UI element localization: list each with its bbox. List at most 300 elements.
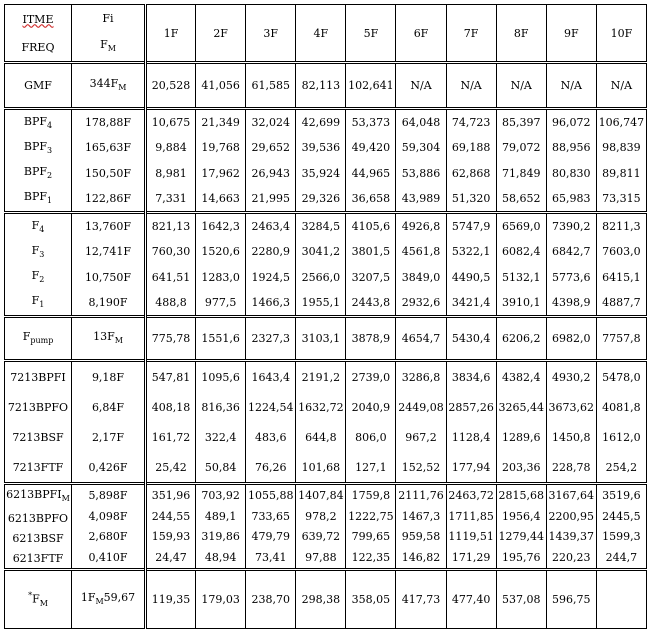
cell-value: 3910,1: [501, 295, 541, 309]
cell-value: 760,30: [151, 245, 191, 259]
header-row: [5, 5, 647, 63]
row-pump-value: 3878,9: [346, 317, 396, 361]
cell-value: 2739,0: [351, 370, 391, 384]
row-group-f-col-10: [596, 213, 646, 317]
row-label: $F_4$: [31, 218, 45, 234]
cell-value: 8211,3: [602, 220, 641, 234]
row-group-f-col-3: [246, 213, 296, 317]
cell-value: 821,13: [151, 220, 191, 234]
row-group-f-col-9: [546, 213, 596, 317]
row-pump-fi: $13F_M$: [72, 317, 146, 361]
row-group-f-labels: [5, 213, 72, 317]
row-label: 6213BPFO: [7, 511, 69, 525]
cell-value: 1956,4: [501, 509, 541, 523]
cell-value: 98,839: [602, 141, 641, 155]
row-label: $BPF_3$: [23, 139, 53, 155]
cell-value: 32,024: [251, 116, 290, 130]
cell-value: 58,652: [501, 191, 541, 205]
cell-value: 1955,1: [301, 295, 341, 309]
row-group-6213-col-10: [596, 484, 646, 570]
row-gmf-value: N/A: [396, 63, 446, 109]
cell-value: 733,65: [251, 509, 290, 523]
cell-value: 3286,8: [401, 370, 441, 384]
row-group-bpf-col-3: [246, 109, 296, 213]
cell-value: 483,6: [254, 430, 287, 444]
cell-value: 4490,5: [451, 270, 491, 284]
cell-value: 977,5: [204, 295, 237, 309]
cell-value: 322,4: [204, 430, 237, 444]
row-gmf-fi: $344F_M$: [72, 63, 146, 109]
row-group-bpf-col-8: [496, 109, 546, 213]
cell-value: 3834,6: [451, 370, 491, 384]
cell-value: 2857,26: [448, 400, 494, 414]
cell-value: 4398,9: [552, 295, 591, 309]
row-fm-value: 179,03: [196, 570, 246, 629]
cell-value: 3673,62: [548, 400, 595, 414]
row-fm-value: 417,73: [396, 570, 446, 629]
header-floor-8: 8F: [496, 5, 546, 63]
row-fi: 2,17F: [91, 430, 125, 444]
row-group-7213-col-3: [246, 361, 296, 484]
row-group-6213-col-9: [546, 484, 596, 570]
cell-value: 65,983: [552, 191, 591, 205]
cell-value: 1643,4: [251, 370, 290, 384]
cell-value: 59,304: [401, 141, 441, 155]
cell-value: 6842,7: [552, 245, 591, 259]
frequency-table: [4, 4, 647, 629]
cell-value: 64,048: [401, 116, 441, 130]
row-fi: 178,88F: [84, 116, 132, 130]
cell-value: 122,35: [351, 551, 391, 565]
cell-value: 2200,95: [548, 509, 595, 523]
row-group-f-col-8: [496, 213, 546, 317]
row-label: $F_2$: [31, 269, 45, 285]
cell-value: 408,18: [151, 400, 191, 414]
cell-value: 62,868: [451, 166, 491, 180]
row-fm-value: 119,35: [146, 570, 196, 629]
cell-value: 80,830: [552, 166, 591, 180]
header-item-freq-cell: [5, 5, 72, 63]
cell-value: 1095,6: [201, 370, 240, 384]
header-floor-10: 10F: [596, 5, 646, 63]
cell-value: 21,349: [201, 116, 240, 130]
cell-value: 44,965: [351, 166, 391, 180]
cell-value: 1632,72: [298, 400, 344, 414]
cell-value: 2445,5: [602, 509, 641, 523]
cell-value: 3849,0: [401, 270, 441, 284]
cell-value: 641,51: [151, 270, 191, 284]
row-pump-label: $F_{pump}$: [5, 317, 72, 361]
cell-value: 97,88: [305, 551, 337, 565]
cell-value: 3801,5: [351, 245, 391, 259]
row-group-6213-col-6: [396, 484, 446, 570]
cell-value: 5773,6: [552, 270, 591, 284]
cell-value: 146,82: [401, 551, 441, 565]
row-gmf-value: N/A: [596, 63, 646, 109]
row-group-f-col-6: [396, 213, 446, 317]
row-group-6213-col-1: [146, 484, 196, 570]
cell-value: 7603,0: [602, 245, 641, 259]
cell-value: 4561,8: [401, 245, 441, 259]
cell-value: 2040,9: [351, 400, 391, 414]
cell-value: 488,8: [155, 295, 187, 309]
cell-value: 5132,1: [501, 270, 541, 284]
row-group-7213-col-2: [196, 361, 246, 484]
header-floor-5: 5F: [346, 5, 396, 63]
cell-value: 79,072: [501, 141, 541, 155]
cell-value: 1450,8: [552, 430, 591, 444]
cell-value: 17,962: [201, 166, 240, 180]
cell-value: 7390,2: [552, 220, 591, 234]
cell-value: 42,699: [301, 116, 341, 130]
row-group-bpf-col-7: [446, 109, 496, 213]
header-floor-9: 9F: [546, 5, 596, 63]
row-group-6213: [5, 484, 647, 570]
cell-value: 479,79: [251, 530, 290, 544]
row-group-bpf-col-5: [346, 109, 396, 213]
row-fm-value: 477,40: [446, 570, 496, 629]
header-floor-1: 1F: [146, 5, 196, 63]
cell-value: 1128,4: [451, 430, 491, 444]
cell-value: 2932,6: [401, 295, 441, 309]
header-floor-4: 4F: [296, 5, 346, 63]
row-group-bpf-col-6: [396, 109, 446, 213]
row-label: $6213BPFI_M$: [6, 488, 70, 504]
cell-value: 25,42: [155, 460, 187, 474]
row-group-bpf-col-1: [146, 109, 196, 213]
row-fi: 13,760F: [84, 220, 132, 234]
cell-value: 489,1: [204, 509, 237, 523]
cell-value: 49,420: [351, 141, 391, 155]
row-label: $BPF_2$: [23, 165, 53, 181]
cell-value: 2280,9: [251, 245, 290, 259]
cell-value: 161,72: [151, 430, 191, 444]
header-floor-7: 7F: [446, 5, 496, 63]
cell-value: 152,52: [401, 460, 441, 474]
gmf-label: GMF: [24, 79, 52, 92]
row-pump-value: 2327,3: [246, 317, 296, 361]
row-group-bpf-col-4: [296, 109, 346, 213]
cell-value: 4382,4: [501, 370, 541, 384]
row-fi: 5,898F: [88, 488, 128, 502]
row-pump-value: 7757,8: [596, 317, 646, 361]
cell-value: 21,995: [251, 191, 290, 205]
row-group-f-col-5: [346, 213, 396, 317]
cell-value: 799,65: [351, 530, 391, 544]
row-fm: [5, 570, 647, 629]
row-pump-value: 6206,2: [496, 317, 546, 361]
row-group-bpf-labels: [5, 109, 72, 213]
cell-value: 203,36: [501, 460, 541, 474]
cell-value: 254,2: [605, 460, 638, 474]
cell-value: 2449,08: [398, 400, 444, 414]
frequency-table-container: [4, 4, 647, 628]
cell-value: 1055,88: [247, 488, 294, 502]
row-group-f-col-2: [196, 213, 246, 317]
cell-value: 159,93: [151, 530, 191, 544]
cell-value: 3284,5: [301, 220, 341, 234]
cell-value: 89,811: [602, 166, 641, 180]
cell-value: 19,768: [201, 141, 240, 155]
cell-value: 177,94: [451, 460, 491, 474]
cell-value: 2111,76: [398, 488, 444, 502]
row-label: 7213BSF: [12, 430, 64, 444]
row-group-7213: [5, 361, 647, 484]
cell-value: 2191,2: [301, 370, 341, 384]
cell-value: 2463,4: [251, 220, 290, 234]
cell-value: 73,41: [254, 551, 287, 565]
cell-value: 319,86: [201, 530, 240, 544]
cell-value: 53,886: [401, 166, 441, 180]
cell-value: 127,1: [355, 460, 387, 474]
row-fi: 0,426F: [88, 460, 128, 474]
row-group-7213-fis: [72, 361, 146, 484]
cell-value: 978,2: [305, 509, 337, 523]
row-group-6213-col-4: [296, 484, 346, 570]
row-label: 6213BSF: [12, 531, 64, 545]
cell-value: 26,943: [251, 166, 290, 180]
row-fm-value: 298,38: [296, 570, 346, 629]
row-fm-value: [596, 570, 646, 629]
cell-value: 6415,1: [602, 270, 641, 284]
cell-value: 9,884: [155, 141, 187, 155]
row-fi: 150,50F: [84, 166, 132, 180]
cell-value: 5478,0: [602, 370, 641, 384]
row-group-7213-col-10: [596, 361, 646, 484]
cell-value: 96,072: [552, 116, 591, 130]
cell-value: 959,58: [401, 530, 441, 544]
cell-value: 3207,5: [351, 270, 391, 284]
row-group-6213-col-3: [246, 484, 296, 570]
header-fi: Fi: [102, 11, 114, 25]
row-fi: 0,410F: [88, 551, 128, 565]
row-fm-fi: $1F_M59,67$: [72, 570, 146, 629]
cell-value: 1224,54: [247, 400, 294, 414]
cell-value: 171,29: [451, 551, 491, 565]
row-fi: 10,750F: [84, 270, 132, 284]
row-gmf: [5, 63, 647, 109]
row-group-bpf-col-2: [196, 109, 246, 213]
cell-value: 2443,8: [351, 295, 391, 309]
row-group-6213-col-2: [196, 484, 246, 570]
row-group-bpf: [5, 109, 647, 213]
cell-value: 85,397: [501, 116, 541, 130]
cell-value: 1119,51: [448, 530, 494, 544]
cell-value: 106,747: [598, 116, 645, 130]
row-fm-label: $^*F_M$: [5, 570, 72, 629]
cell-value: 4105,6: [351, 220, 391, 234]
cell-value: 74,723: [451, 116, 491, 130]
row-group-6213-labels: [5, 484, 72, 570]
cell-value: 2566,0: [301, 270, 341, 284]
cell-value: 6569,0: [501, 220, 541, 234]
header-fm: $F_M$: [100, 38, 116, 54]
row-gmf-value: 82,113: [296, 63, 346, 109]
row-fi: 122,86F: [84, 191, 132, 205]
row-group-f-col-1: [146, 213, 196, 317]
cell-value: 1222,75: [348, 509, 394, 523]
row-gmf-label: [5, 63, 72, 109]
cell-value: 806,0: [355, 430, 387, 444]
cell-value: 7,331: [155, 191, 187, 205]
cell-value: 1759,8: [351, 488, 391, 502]
row-group-7213-col-5: [346, 361, 396, 484]
cell-value: 4930,2: [552, 370, 591, 384]
cell-value: 76,26: [254, 460, 287, 474]
cell-value: 1439,37: [548, 530, 595, 544]
row-group-f-col-7: [446, 213, 496, 317]
row-fi: 4,098F: [88, 509, 128, 523]
row-fm-value: 238,70: [246, 570, 296, 629]
cell-value: 48,94: [204, 551, 237, 565]
header-freq: FREQ: [21, 40, 55, 54]
row-gmf-value: 61,585: [246, 63, 296, 109]
cell-value: 101,68: [301, 460, 341, 474]
cell-value: 2815,68: [498, 488, 544, 502]
cell-value: 10,675: [151, 116, 191, 130]
cell-value: 1467,3: [401, 509, 441, 523]
header-floor-3: 3F: [246, 5, 296, 63]
row-pump-value: 1551,6: [196, 317, 246, 361]
row-pump: [5, 317, 647, 361]
cell-value: 3167,64: [548, 488, 595, 502]
cell-value: 547,81: [151, 370, 191, 384]
cell-value: 69,188: [451, 141, 491, 155]
cell-value: 3519,6: [602, 488, 641, 502]
row-group-7213-col-9: [546, 361, 596, 484]
row-label: 7213BPFI: [10, 370, 66, 384]
row-pump-value: 3103,1: [296, 317, 346, 361]
cell-value: 2463,72: [448, 488, 494, 502]
row-label: $BPF_1$: [23, 190, 53, 206]
cell-value: 51,320: [451, 191, 491, 205]
row-pump-value: 775,78: [146, 317, 196, 361]
row-group-7213-col-6: [396, 361, 446, 484]
row-pump-value: 4654,7: [396, 317, 446, 361]
cell-value: 639,72: [301, 530, 341, 544]
row-group-bpf-col-10: [596, 109, 646, 213]
cell-value: 73,315: [602, 191, 641, 205]
cell-value: 703,92: [201, 488, 240, 502]
row-group-bpf-col-9: [546, 109, 596, 213]
cell-value: 244,7: [605, 551, 638, 565]
row-label: $F_1$: [31, 294, 45, 310]
cell-value: 1283,0: [201, 270, 240, 284]
row-group-6213-col-8: [496, 484, 546, 570]
row-gmf-value: N/A: [546, 63, 596, 109]
row-label: 7213BPFO: [7, 400, 69, 414]
cell-value: 1711,85: [448, 509, 494, 523]
cell-value: 53,373: [351, 116, 391, 130]
cell-value: 644,8: [305, 430, 337, 444]
cell-value: 1599,3: [602, 530, 641, 544]
row-fi: 2,680F: [88, 530, 128, 544]
row-label: $BPF_4$: [23, 114, 53, 130]
cell-value: 3421,4: [451, 295, 491, 309]
cell-value: 71,849: [501, 166, 541, 180]
cell-value: 1466,3: [251, 295, 290, 309]
row-group-6213-fis: [72, 484, 146, 570]
row-fi: 9,18F: [91, 370, 125, 384]
cell-value: 967,2: [405, 430, 437, 444]
row-gmf-value: 20,528: [146, 63, 196, 109]
cell-value: 36,658: [351, 191, 391, 205]
table-body: [5, 5, 647, 629]
header-floor-6: 6F: [396, 5, 446, 63]
cell-value: 244,55: [151, 509, 191, 523]
cell-value: 1407,84: [298, 488, 344, 502]
row-group-bpf-fis: [72, 109, 146, 213]
cell-value: 5322,1: [451, 245, 491, 259]
header-floor-2: 2F: [196, 5, 246, 63]
cell-value: 1520,6: [201, 245, 240, 259]
cell-value: 220,23: [552, 551, 591, 565]
cell-value: 6082,4: [501, 245, 541, 259]
row-group-6213-col-5: [346, 484, 396, 570]
row-gmf-value: N/A: [496, 63, 546, 109]
cell-value: 29,326: [301, 191, 341, 205]
row-group-7213-col-8: [496, 361, 546, 484]
cell-value: 4926,8: [401, 220, 441, 234]
row-fi: 12,741F: [84, 245, 132, 259]
row-fi: 8,190F: [88, 295, 128, 309]
cell-value: 3265,44: [498, 400, 544, 414]
row-label: 7213FTF: [12, 460, 64, 474]
cell-value: 228,78: [552, 460, 591, 474]
cell-value: 50,84: [204, 460, 237, 474]
row-fm-value: 596,75: [546, 570, 596, 629]
cell-value: 195,76: [501, 551, 541, 565]
row-group-f-fis: [72, 213, 146, 317]
cell-value: 14,663: [201, 191, 240, 205]
cell-value: 3041,2: [301, 245, 341, 259]
cell-value: 816,36: [201, 400, 240, 414]
header-fi-cell: [72, 5, 146, 63]
cell-value: 4887,7: [602, 295, 641, 309]
row-fm-value: 537,08: [496, 570, 546, 629]
cell-value: 35,924: [301, 166, 341, 180]
row-gmf-value: 41,056: [196, 63, 246, 109]
row-fi: 6,84F: [91, 400, 125, 414]
row-gmf-value: 102,641: [346, 63, 396, 109]
row-gmf-value: N/A: [446, 63, 496, 109]
row-pump-value: 5430,4: [446, 317, 496, 361]
cell-value: 8,981: [155, 166, 187, 180]
row-label: $F_3$: [31, 243, 45, 259]
header-itme: ITME: [22, 12, 54, 26]
cell-value: 1289,6: [501, 430, 541, 444]
cell-value: 39,536: [301, 141, 341, 155]
row-fi: 165,63F: [84, 141, 132, 155]
row-group-7213-col-7: [446, 361, 496, 484]
cell-value: 351,96: [151, 488, 191, 502]
cell-value: 1642,3: [201, 220, 240, 234]
cell-value: 5747,9: [451, 220, 491, 234]
cell-value: 43,989: [401, 191, 441, 205]
cell-value: 1612,0: [602, 430, 641, 444]
cell-value: 29,652: [251, 141, 290, 155]
cell-value: 88,956: [552, 141, 591, 155]
cell-value: 4081,8: [602, 400, 641, 414]
row-group-f-col-4: [296, 213, 346, 317]
row-group-7213-labels: [5, 361, 72, 484]
row-fm-value: 358,05: [346, 570, 396, 629]
row-group-f: [5, 213, 647, 317]
cell-value: 1279,44: [498, 530, 544, 544]
row-label: 6213FTF: [12, 551, 64, 565]
row-group-6213-col-7: [446, 484, 496, 570]
row-pump-value: 6982,0: [546, 317, 596, 361]
